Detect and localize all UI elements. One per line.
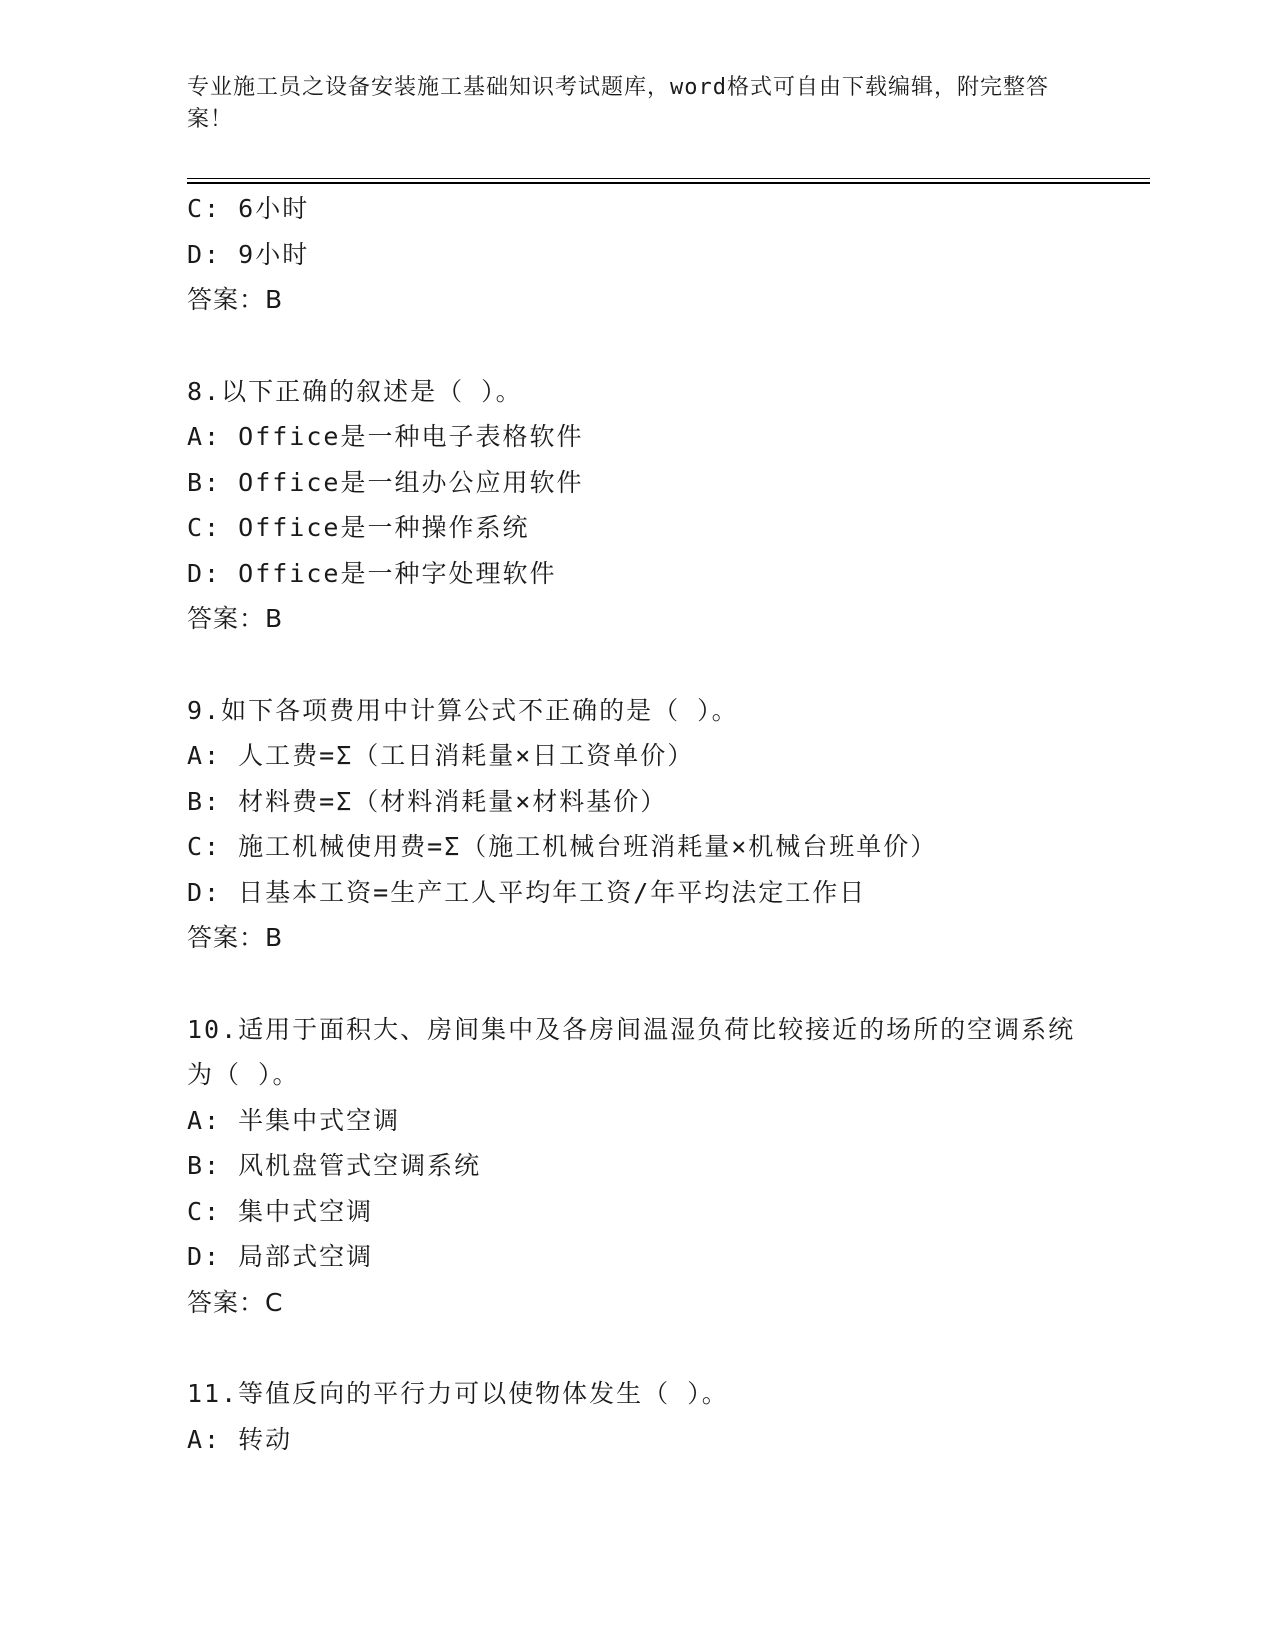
question-list [187, 186, 1087, 1462]
answer: 答案：B [187, 923, 284, 952]
option-b: B: Office是一组办公应用软件 [187, 467, 584, 497]
option-a: A: Office是一种电子表格软件 [187, 422, 584, 451]
header-divider-thin [187, 178, 1150, 179]
option-d: D: Office是一种字处理软件 [187, 558, 557, 588]
question-block [187, 688, 1087, 961]
question-text: 11.等值反向的平行力可以使物体发生（ ）。 [187, 1379, 729, 1408]
option-d: D: 局部式空调 [187, 1242, 374, 1271]
spacer [187, 642, 1087, 688]
spacer [187, 323, 1087, 369]
answer: 答案：B [187, 285, 284, 314]
option-a: A: 转动 [187, 1424, 293, 1454]
question-text: 10.适用于面积大、房间集中及各房间温湿负荷比较接近的场所的空调系统为（ ）。 [187, 1014, 1076, 1089]
option-c: C: Office是一种操作系统 [187, 513, 530, 542]
question-block [187, 1007, 1087, 1326]
question-block [187, 186, 1087, 323]
answer: 答案：B [187, 604, 284, 633]
option-c: C: 集中式空调 [187, 1196, 374, 1226]
spacer [187, 961, 1087, 1007]
question-block [187, 369, 1087, 642]
option-c: C: 6小时 [187, 194, 310, 223]
answer: 答案：C [187, 1287, 284, 1317]
option-a: A: 半集中式空调 [187, 1105, 401, 1135]
option-d: D: 日基本工资=生产工人平均年工资/年平均法定工作日 [187, 877, 867, 907]
option-d: D: 9小时 [187, 239, 310, 269]
question-text: 8.以下正确的叙述是（ ）。 [187, 376, 523, 406]
spacer [187, 1325, 1087, 1371]
option-c: C: 施工机械使用费=Σ（施工机械台班消耗量×机械台班单价） [187, 832, 938, 861]
question-block [187, 1371, 1087, 1462]
page-header: 专业施工员之设备安装施工基础知识考试题库，word格式可自由下载编辑，附完整答案！ [187, 75, 1049, 132]
header-divider-thick [187, 182, 1150, 184]
option-b: B: 风机盘管式空调系统 [187, 1151, 482, 1180]
option-a: A: 人工费=Σ（工日消耗量×日工资单价） [187, 741, 695, 770]
question-text: 9.如下各项费用中计算公式不正确的是（ ）。 [187, 695, 739, 725]
option-b: B: 材料费=Σ（材料消耗量×材料基价） [187, 786, 668, 816]
